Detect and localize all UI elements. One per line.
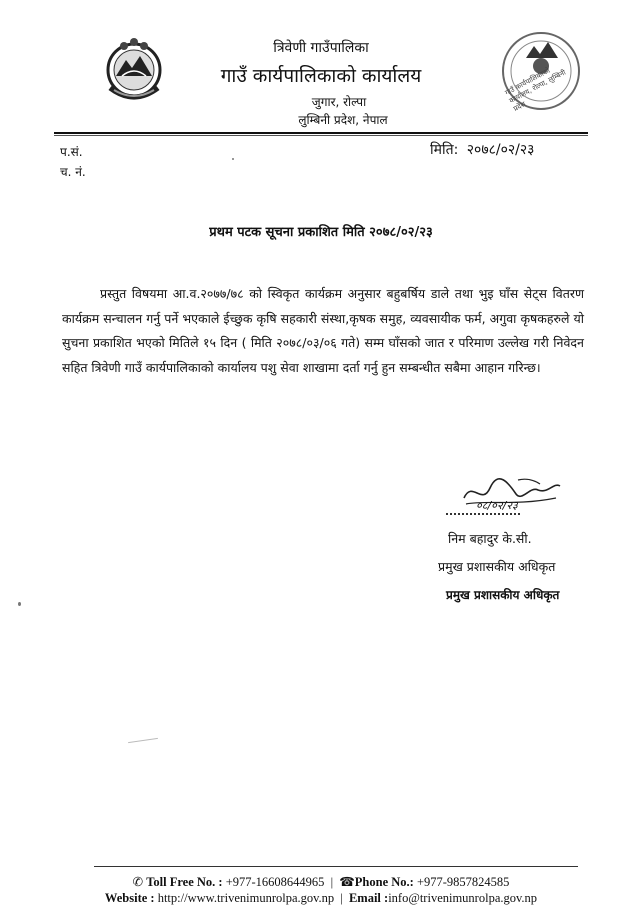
ref-number-label: प.सं.: [60, 145, 83, 159]
website-label: Website :: [104, 891, 155, 905]
signature-date: ०८/०२/२३: [476, 499, 518, 512]
office-stamp-text: गाउँ कार्यपालिकाको कार्यालय, रोल्पा, लुम्बिनी प्रदेश: [503, 66, 568, 113]
notice-body: प्रस्तुत विषयमा आ.व.२०७७/७८ को स्विकृत कार्यक्रम अनुसार बहुबर्षिय डाले तथा भुइ घाँस सेट्स वितरण कार्यक्रम सन्चालन गर्नु पर्ने भएकाले ईच्छुक कृषि सहकारी संस्था,कृषक समुह, व्यवसायीक फर्म, अगुवा कृषकहरुले यो सुचना प्रकाशित भएको मितिले १५ दिन ( मिति २०७८/०३/०६ गते) सम्म घाँसको जात र परिमाण उल्लेख गरी निवेदन सहित त्रिवेणी गाउँ कार्यपालिकाको कार्यालय पशु सेवा शाखामा दर्ता गर्नु हुन सम्बन्धीत सबैमा आहान गरिन्छ।: [62, 286, 584, 375]
telephone-icon: ☎: [339, 875, 355, 889]
designation-stamp: प्रमुख प्रशासकीय अधिकृत: [446, 588, 560, 602]
date-label: मिति:: [430, 142, 459, 158]
footer-divider: [94, 866, 578, 867]
footer-contact-line: [0, 874, 642, 890]
signature-dotted-line: [446, 513, 520, 515]
scan-speck: [232, 158, 234, 160]
signatory-name: निम बहादुर के.सी.: [448, 531, 532, 546]
footer-separator: |: [330, 875, 334, 889]
office-province: लुम्बिनी प्रदेश, नेपाल: [298, 113, 388, 127]
handwritten-signature: [456, 476, 566, 516]
office-name: गाउँ कार्यपालिकाको कार्यालय: [220, 65, 422, 87]
date-field: [430, 140, 534, 159]
footer-separator: |: [340, 891, 343, 905]
tollfree-label: Toll Free No. :: [146, 875, 223, 889]
municipality-name: त्रिवेणी गाउँपालिका: [273, 40, 369, 56]
signatory-designation: प्रमुख प्रशासकीय अधिकृत: [438, 559, 556, 574]
scan-mark: [128, 738, 158, 743]
date-value: २०७८/०२/२३: [466, 142, 535, 158]
email-link[interactable]: info@trivenimunrolpa.gov.np: [388, 891, 538, 905]
office-stamp: [498, 28, 584, 114]
website-link[interactable]: http://www.trivenimunrolpa.gov.np: [157, 891, 335, 905]
phone-circle-icon: ✆: [132, 875, 144, 889]
header-divider: [54, 132, 588, 134]
email-label: Email :: [348, 891, 389, 905]
tollfree-number[interactable]: +977-16608644965: [225, 875, 325, 889]
notice-title: प्रथम पटक सूचना प्रकाशित मिति २०७८/०२/२३: [209, 225, 433, 240]
phone-number[interactable]: +977-9857824585: [416, 875, 510, 889]
scan-speck: [18, 602, 21, 606]
office-address: जुगार, रोल्पा: [311, 95, 367, 109]
phone-label: Phone No.:: [354, 875, 414, 889]
footer-web-line: [0, 891, 642, 906]
dispatch-number-label: च. नं.: [60, 165, 86, 179]
header-divider-thin: [54, 135, 588, 136]
